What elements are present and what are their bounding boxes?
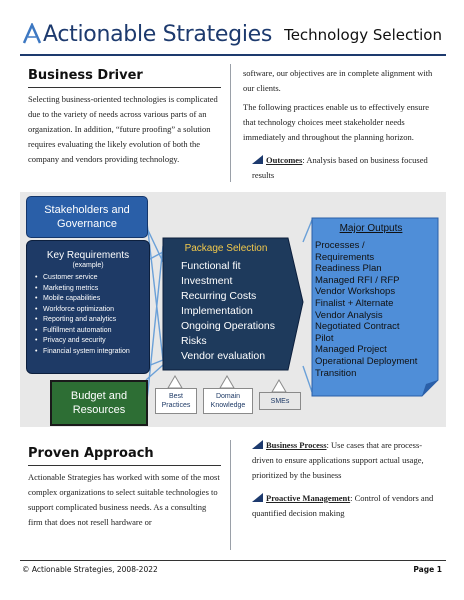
package-item: Ongoing Operations xyxy=(181,320,275,332)
page-title: Technology Selection xyxy=(284,26,442,44)
major-outputs-list xyxy=(315,240,417,379)
requirement-item: • Privacy and security xyxy=(43,336,149,347)
output-item: Vendor Workshops xyxy=(315,286,396,298)
domain-knowledge-label: Domain Knowledge xyxy=(210,393,246,409)
budget-label: Budget and Resources xyxy=(70,390,128,416)
output-item: Managed RFI / RFP xyxy=(315,274,400,286)
output-item: Readiness Plan xyxy=(315,263,382,275)
package-item: Recurring Costs xyxy=(181,290,257,302)
output-item: Pilot xyxy=(315,332,334,344)
requirement-item: • Financial system integration xyxy=(43,347,149,358)
key-requirements-subtitle: (example) xyxy=(72,262,104,269)
smes-label: SMEs xyxy=(270,397,290,405)
output-item: Transition xyxy=(315,367,357,379)
business-process-text: : Use cases that are process-driven to ensure applications support actual usage, prioritized by the business xyxy=(252,440,424,480)
budget-box xyxy=(50,380,148,426)
right-paragraph-1: software, our objectives are in complete alignment with our clients. xyxy=(243,68,433,93)
arrow-bullet-icon xyxy=(252,440,263,449)
footer-page-number: Page 1 xyxy=(413,565,442,574)
business-process-label: Business Process xyxy=(266,440,327,450)
right-paragraph-2: The following practices enable us to effectively ensure that technology choices meet stakeholder needs immediately and throughout the planning horizon. xyxy=(243,102,430,142)
package-item: Functional fit xyxy=(181,260,241,272)
outcomes-label: Outcomes xyxy=(266,155,303,165)
requirement-item: • Reporting and analytics xyxy=(43,315,149,326)
proactive-management-bullet xyxy=(252,491,442,521)
stakeholders-box xyxy=(26,196,148,238)
logo-text: Actionable Strategies xyxy=(43,22,273,47)
requirement-item: • Customer service xyxy=(43,273,149,284)
requirement-item: • Marketing metrics xyxy=(43,284,149,295)
arrow-up-icon xyxy=(272,380,286,392)
best-practices-label: Best Practices xyxy=(161,393,191,409)
stakeholders-label: Stakeholders and Governance xyxy=(44,204,130,230)
domain-knowledge-box xyxy=(203,388,253,414)
proven-approach-heading: Proven Approach xyxy=(28,446,154,461)
proactive-management-label: Proactive Management xyxy=(266,493,351,503)
footer-copyright: © Actionable Strategies, 2008-2022 xyxy=(22,565,158,574)
arrow-bullet-icon xyxy=(252,493,263,502)
business-driver-heading: Business Driver xyxy=(28,68,143,83)
smes-box xyxy=(259,392,301,410)
major-outputs-title: Major Outputs xyxy=(339,223,403,234)
package-item: Risks xyxy=(181,335,207,347)
package-item: Vendor evaluation xyxy=(181,350,266,362)
output-item: Finalist + Alternate xyxy=(315,297,394,309)
output-item: Operational Deployment xyxy=(315,355,418,367)
output-item: Managed Project xyxy=(315,344,387,356)
package-item: Investment xyxy=(181,275,233,287)
output-item: Processes / xyxy=(315,240,365,251)
package-selection-list xyxy=(181,259,275,364)
arrow-up-icon xyxy=(220,376,234,388)
package-selection-title: Package Selection xyxy=(184,243,268,254)
best-practices-box xyxy=(155,388,197,414)
business-process-bullet xyxy=(252,438,442,483)
business-driver-paragraph: Selecting business-oriented technologies is complicated due to the variety of needs across various parts of an organization. In addition, “future proofing” a solution requires evaluating the likely evolution of both the company and vendors providing technology. xyxy=(28,94,218,164)
proactive-management-text: : Control of vendors and quantified decision making xyxy=(252,493,434,518)
requirement-item: • Fulfillment automation xyxy=(43,326,149,337)
outcomes-text: : Analysis based on business focused results xyxy=(252,155,428,180)
requirement-item: • Workforce optimization xyxy=(43,305,149,316)
output-item: Negotiated Contract xyxy=(315,321,400,333)
heading-underline xyxy=(28,465,221,466)
footer-divider xyxy=(20,560,446,561)
package-item: Implementation xyxy=(181,305,253,317)
key-requirements-title: Key Requirements xyxy=(46,250,130,261)
arrow-up-icon xyxy=(168,376,182,388)
output-item: Vendor Analysis xyxy=(315,309,383,321)
output-item: Requirements xyxy=(315,251,375,263)
proven-approach-paragraph: Actionable Strategies has worked with some of the most complex organizations to select suitable technologies to support complicated business needs. As a consulting firm that does not resell hardware or xyxy=(28,472,220,527)
key-requirements-box xyxy=(26,240,150,374)
requirement-item: • Mobile capabilities xyxy=(43,294,149,305)
